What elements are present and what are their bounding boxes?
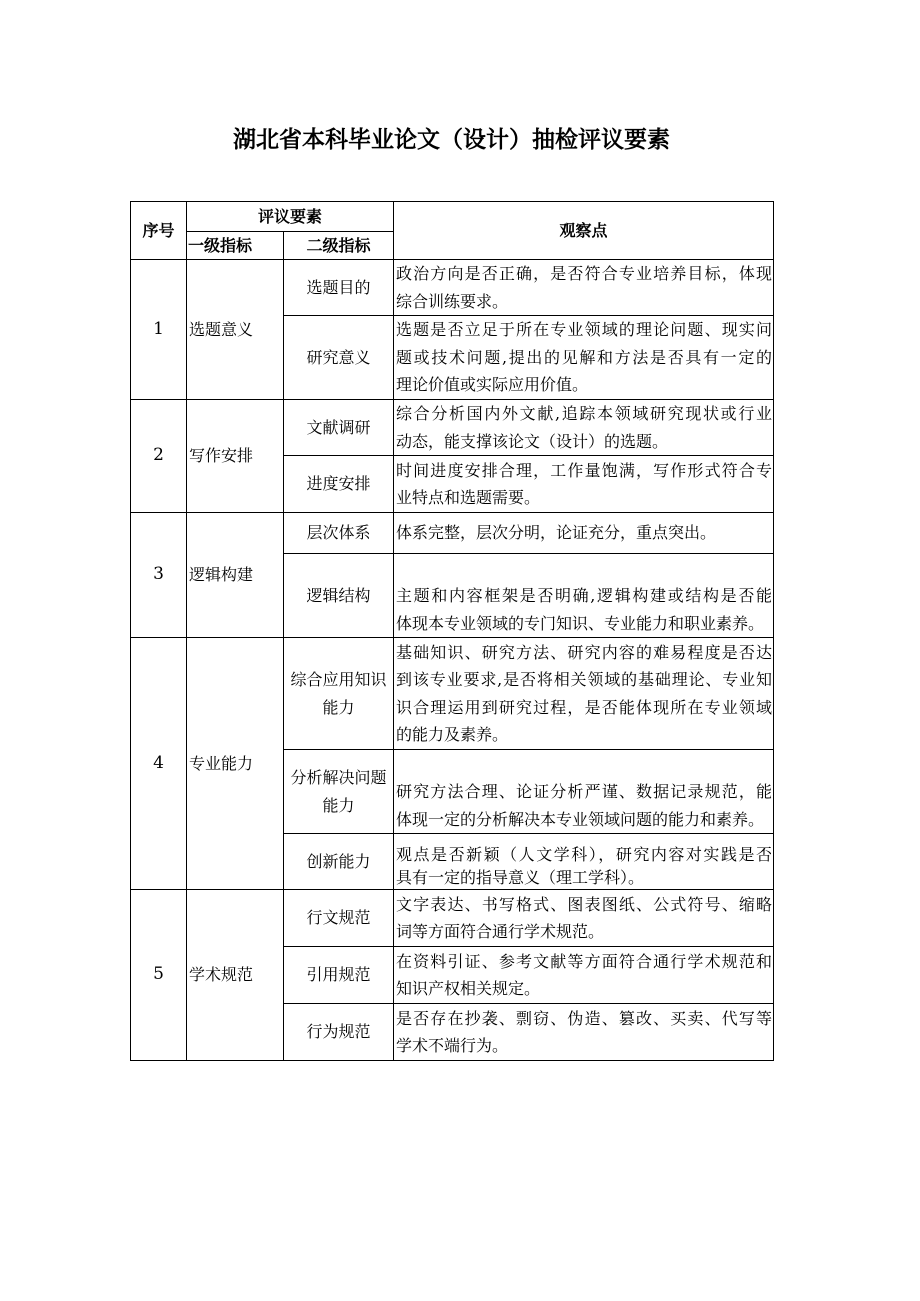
header-observation: 观察点 <box>394 202 774 260</box>
table-header <box>131 202 774 260</box>
observation-line: 文字表达、书写格式、图表图纸、公式符号、缩略 <box>396 894 773 914</box>
table-body <box>131 260 774 1061</box>
observation-line: 主题和内容框架是否明确,逻辑构建或结构是否能 <box>396 586 773 605</box>
level2-indicator: 文献调研 <box>284 400 394 456</box>
group-index: 4 <box>131 638 187 890</box>
observation-line: 理论价值或实际应用价值。 <box>396 375 589 395</box>
observation-cell <box>394 1004 774 1061</box>
observation-cell <box>394 750 774 834</box>
observation-cell <box>394 316 774 400</box>
observation-line: 体系完整，层次分明，论证充分，重点突出。 <box>396 523 717 543</box>
group-index: 5 <box>131 890 187 1061</box>
observation-cell <box>394 260 774 316</box>
group-index: 2 <box>131 400 187 513</box>
header-index: 序号 <box>131 202 187 260</box>
level1-indicator: 写作安排 <box>187 400 284 513</box>
observation-line: 具有一定的指导意义（理工学科）。 <box>396 868 645 887</box>
observation-cell <box>394 890 774 947</box>
level2-indicator: 选题目的 <box>284 260 394 316</box>
observation-line: 动态，能支撑该论文（设计）的选题。 <box>396 431 669 451</box>
level1-indicator: 选题意义 <box>187 260 284 400</box>
observation-line: 选题是否立足于所在专业领域的理论问题、现实问 <box>396 320 773 340</box>
header-row <box>131 202 774 232</box>
observation-cell <box>394 400 774 456</box>
table-row <box>131 260 774 316</box>
observation-line: 体现一定的分析解决本专业领域问题的能力和素养。 <box>396 809 765 829</box>
observation-line: 业特点和选题需要。 <box>396 488 541 507</box>
evaluation-table <box>130 201 774 1061</box>
group-index: 1 <box>131 260 187 400</box>
level2-indicator: 行文规范 <box>284 890 394 947</box>
observation-line: 综合分析国内外文献,追踪本领域研究现状或行业 <box>396 404 773 423</box>
observation-cell <box>394 947 774 1004</box>
observation-line: 识合理运用到研究过程，是否能体现所在专业领域 <box>396 697 773 717</box>
level2-indicator: 创新能力 <box>284 834 394 890</box>
observation-line: 研究方法合理、论证分析严谨、数据记录规范，能 <box>396 782 773 801</box>
document-title: 湖北省本科毕业论文（设计）抽检评议要素 <box>233 127 670 153</box>
observation-line: 在资料引证、参考文献等方面符合通行学术规范和 <box>396 951 773 971</box>
observation-line: 综合训练要求。 <box>396 291 509 311</box>
level2-indicator: 行为规范 <box>284 1004 394 1061</box>
level2-indicator: 进度安排 <box>284 456 394 513</box>
level1-indicator: 逻辑构建 <box>187 513 284 638</box>
header-level2: 二级指标 <box>284 232 394 260</box>
observation-line: 到该专业要求,是否将相关领域的基础理论、专业知 <box>396 670 773 689</box>
observation-line: 基础知识、研究方法、研究内容的难易程度是否达 <box>396 642 773 662</box>
level2-indicator: 分析解决问题能力 <box>284 750 394 834</box>
level2-indicator: 逻辑结构 <box>284 554 394 638</box>
observation-line: 题或技术问题,提出的见解和方法是否具有一定的 <box>396 347 773 367</box>
observation-line: 词等方面符合通行学术规范。 <box>396 922 605 941</box>
observation-line: 政治方向是否正确，是否符合专业培养目标，体现 <box>396 264 773 283</box>
observation-line: 的能力及素养。 <box>396 725 509 744</box>
observation-cell <box>394 456 774 513</box>
observation-line: 时间进度安排合理，工作量饱满，写作形式符合专 <box>396 460 773 480</box>
level1-indicator: 学术规范 <box>187 890 284 1061</box>
level1-indicator: 专业能力 <box>187 638 284 890</box>
table-row <box>131 513 774 554</box>
observation-line: 观点是否新颖（人文学科），研究内容对实践是否 <box>396 845 773 864</box>
observation-cell <box>394 554 774 638</box>
observation-cell <box>394 834 774 890</box>
observation-line: 知识产权相关规定。 <box>396 979 541 998</box>
group-index: 3 <box>131 513 187 638</box>
observation-cell <box>394 513 774 554</box>
table-row <box>131 638 774 750</box>
level2-indicator: 层次体系 <box>284 513 394 554</box>
header-elements: 评议要素 <box>187 202 394 232</box>
observation-cell <box>394 638 774 750</box>
observation-line: 体现本专业领域的专门知识、专业能力和职业素养。 <box>396 613 765 633</box>
observation-line: 是否存在抄袭、剽窃、伪造、篡改、买卖、代写等 <box>396 1008 773 1028</box>
header-level1: 一级指标 <box>187 232 284 260</box>
level2-indicator: 研究意义 <box>284 316 394 400</box>
observation-line: 学术不端行为。 <box>396 1036 509 1055</box>
table-row <box>131 400 774 456</box>
table-row <box>131 890 774 947</box>
level2-indicator: 引用规范 <box>284 947 394 1004</box>
level2-indicator: 综合应用知识能力 <box>284 638 394 750</box>
